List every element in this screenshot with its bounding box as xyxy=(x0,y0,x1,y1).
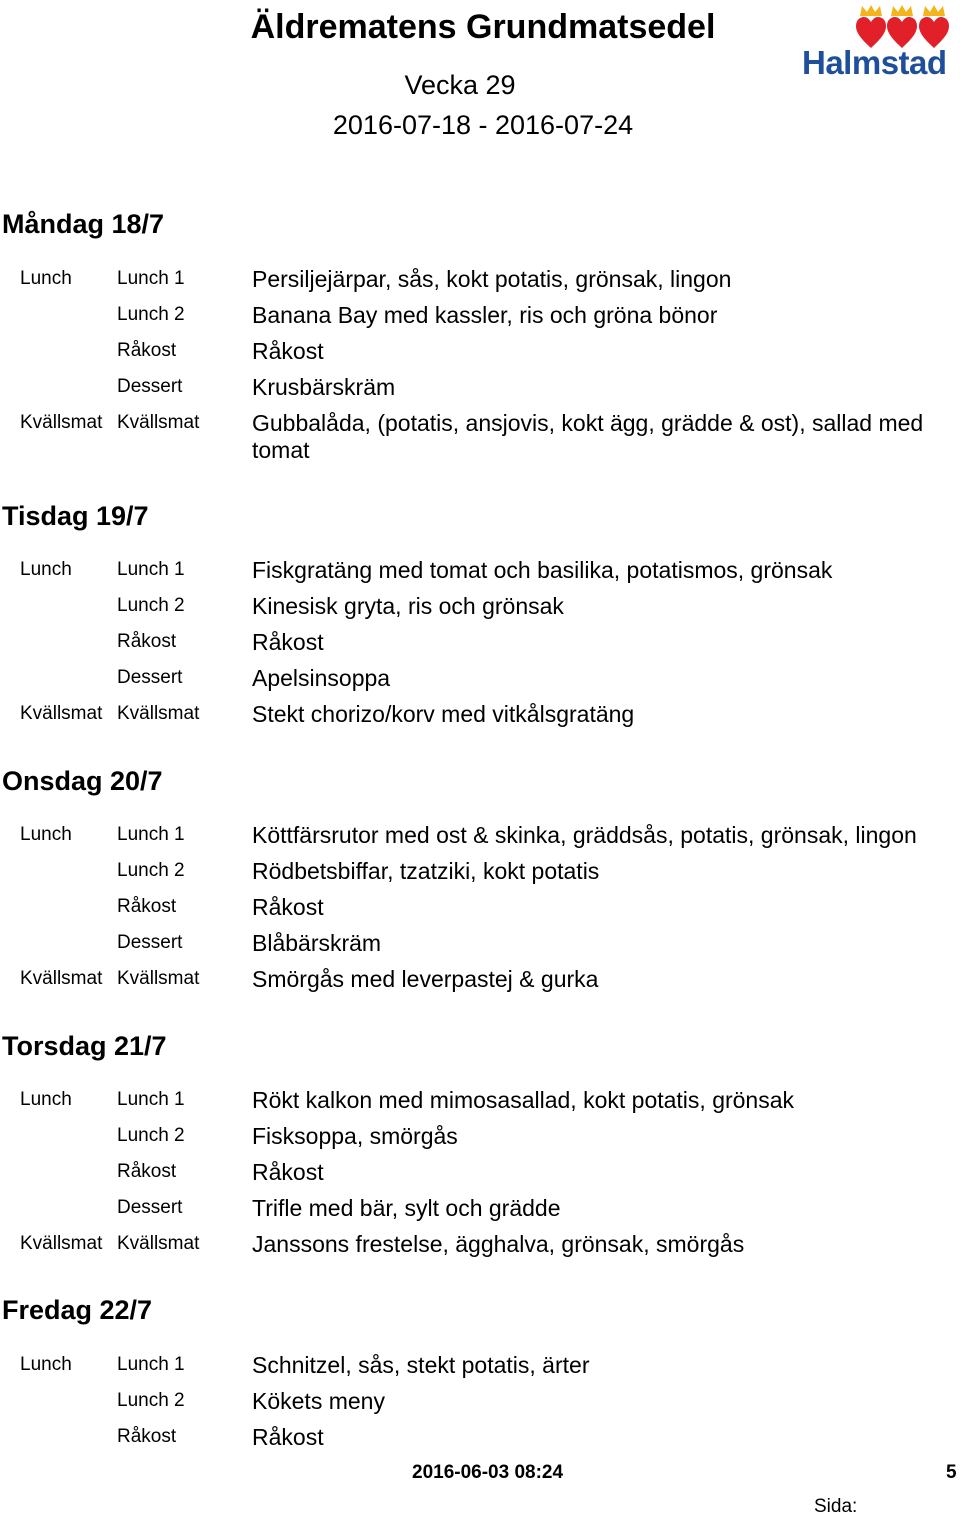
variant-label: Dessert xyxy=(117,1197,183,1218)
menu-row xyxy=(0,266,960,298)
page-number: 5 xyxy=(946,1462,957,1483)
menu-row xyxy=(0,1352,960,1384)
menu-row xyxy=(0,1087,960,1119)
dish-text: Gubbalåda, (potatis, ansjovis, kokt ägg, grädde & ost), sallad med tomat xyxy=(252,410,924,463)
variant-label: Råkost xyxy=(117,896,177,917)
dish-text: Apelsinsoppa xyxy=(252,665,391,691)
variant-label: Kvällsmat xyxy=(117,1233,200,1254)
day-title: Torsdag 21/7 xyxy=(2,1031,167,1061)
halmstad-logo xyxy=(798,4,960,82)
variant-label: Kvällsmat xyxy=(117,412,200,433)
day-title: Tisdag 19/7 xyxy=(2,501,149,531)
dish-text: Stekt chorizo/korv med vitkålsgratäng xyxy=(252,701,635,727)
menu-row xyxy=(0,858,960,890)
variant-label: Lunch 1 xyxy=(117,268,185,289)
dish-text: Rökt kalkon med mimosasallad, kokt potatis, grönsak xyxy=(252,1087,795,1113)
variant-label: Lunch 2 xyxy=(117,595,185,616)
dish-text: Fisksoppa, smörgås xyxy=(252,1123,458,1149)
day-title: Måndag 18/7 xyxy=(2,209,165,239)
variant-label: Kvällsmat xyxy=(117,968,200,989)
dish-text: Persiljejärpar, sås, kokt potatis, grönsak, lingon xyxy=(252,266,732,292)
menu-row xyxy=(0,338,960,370)
menu-row xyxy=(0,1195,960,1227)
logo-wordmark: Halmstad xyxy=(802,44,947,81)
variant-label: Lunch 2 xyxy=(117,1390,185,1411)
dish-text: Köttfärsrutor med ost & skinka, gräddsås, potatis, grönsak, lingon xyxy=(252,822,917,848)
page-title: Äldrematens Grundmatsedel xyxy=(250,8,716,46)
variant-label: Lunch 2 xyxy=(117,1125,185,1146)
variant-label: Dessert xyxy=(117,932,183,953)
menu-row xyxy=(0,374,960,406)
menu-row xyxy=(0,701,960,733)
menu-row xyxy=(0,410,960,470)
menu-row xyxy=(0,302,960,334)
meal-label: Kvällsmat xyxy=(20,703,103,724)
variant-label: Kvällsmat xyxy=(117,703,200,724)
footer-timestamp: 2016-06-03 08:24 xyxy=(412,1462,564,1483)
menu-row xyxy=(0,593,960,625)
variant-label: Lunch 2 xyxy=(117,860,185,881)
dish-text: Janssons frestelse, ägghalva, grönsak, smörgås xyxy=(252,1231,745,1257)
week-label: Vecka 29 xyxy=(404,70,516,100)
day-title: Fredag 22/7 xyxy=(2,1295,153,1325)
menu-row xyxy=(0,1424,960,1456)
meal-label: Lunch xyxy=(20,559,72,580)
menu-row xyxy=(0,1231,960,1263)
meal-label: Kvällsmat xyxy=(20,1233,103,1254)
menu-row xyxy=(0,894,960,926)
dish-text: Blåbärskräm xyxy=(252,930,382,956)
meal-label: Lunch xyxy=(20,824,72,845)
dish-text: Schnitzel, sås, stekt potatis, ärter xyxy=(252,1352,590,1378)
meal-label: Lunch xyxy=(20,1089,72,1110)
date-range: 2016-07-18 - 2016-07-24 xyxy=(332,110,634,140)
variant-label: Råkost xyxy=(117,631,177,652)
dish-text: Rödbetsbiffar, tzatziki, kokt potatis xyxy=(252,858,600,884)
dish-text: Råkost xyxy=(252,338,324,364)
menu-row xyxy=(0,1123,960,1155)
variant-label: Lunch 1 xyxy=(117,559,185,580)
menu-row xyxy=(0,822,960,854)
dish-text: Trifle med bär, sylt och grädde xyxy=(252,1195,561,1221)
menu-row xyxy=(0,629,960,661)
variant-label: Råkost xyxy=(117,1161,177,1182)
menu-row xyxy=(0,665,960,697)
day-title: Onsdag 20/7 xyxy=(2,766,163,796)
menu-row xyxy=(0,1388,960,1420)
dish-text: Kökets meny xyxy=(252,1388,385,1414)
meal-label: Lunch xyxy=(20,268,72,289)
dish-text: Krusbärskräm xyxy=(252,374,396,400)
page-label: Sida: xyxy=(814,1496,858,1517)
dish-text: Fiskgratäng med tomat och basilika, potatismos, grönsak xyxy=(252,557,833,583)
menu-row xyxy=(0,557,960,589)
dish-text: Banana Bay med kassler, ris och gröna bönor xyxy=(252,302,718,328)
variant-label: Råkost xyxy=(117,340,177,361)
dish-text: Råkost xyxy=(252,1159,324,1185)
menu-row xyxy=(0,1159,960,1191)
meal-label: Kvällsmat xyxy=(20,412,103,433)
dish-text: Råkost xyxy=(252,629,324,655)
variant-label: Dessert xyxy=(117,376,183,397)
menu-row xyxy=(0,966,960,998)
dish-text: Råkost xyxy=(252,1424,324,1450)
variant-label: Lunch 1 xyxy=(117,824,185,845)
variant-label: Lunch 2 xyxy=(117,304,185,325)
dish-text: Råkost xyxy=(252,894,324,920)
menu-row xyxy=(0,930,960,962)
variant-label: Lunch 1 xyxy=(117,1089,185,1110)
dish-text: Smörgås med leverpastej & gurka xyxy=(252,966,599,992)
variant-label: Lunch 1 xyxy=(117,1354,185,1375)
meal-label: Kvällsmat xyxy=(20,968,103,989)
variant-label: Råkost xyxy=(117,1426,177,1447)
dish-text: Kinesisk gryta, ris och grönsak xyxy=(252,593,564,619)
variant-label: Dessert xyxy=(117,667,183,688)
meal-label: Lunch xyxy=(20,1354,72,1375)
